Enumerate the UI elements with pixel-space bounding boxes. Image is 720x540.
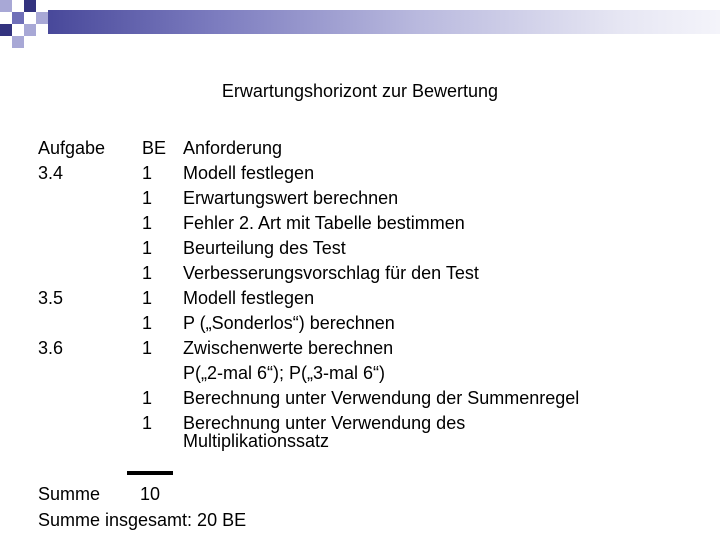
header-square bbox=[36, 24, 48, 36]
task-cell: 3.4 bbox=[38, 163, 64, 183]
be-cell: 1 bbox=[142, 413, 153, 433]
header-square bbox=[24, 12, 36, 24]
header-square bbox=[12, 0, 24, 12]
column-header-task: Aufgabe bbox=[38, 138, 106, 158]
sum-row bbox=[38, 484, 161, 505]
header-square bbox=[0, 0, 12, 12]
sum-label: Summe bbox=[38, 484, 101, 504]
task-cell: 3.6 bbox=[38, 338, 64, 358]
requirement-cell: P(„2-mal 6“); P(„3-mal 6“) bbox=[183, 363, 386, 383]
header-gradient-bar bbox=[48, 10, 720, 34]
requirement-cell: Zwischenwerte berechnen bbox=[183, 338, 394, 358]
page-title bbox=[0, 80, 720, 102]
total-row bbox=[38, 510, 246, 531]
be-cell: 1 bbox=[142, 213, 153, 233]
header-square bbox=[24, 0, 36, 12]
header-square bbox=[12, 12, 24, 24]
header-square bbox=[0, 36, 12, 48]
header-square bbox=[0, 24, 12, 36]
be-cell: 1 bbox=[142, 263, 153, 283]
sum-divider bbox=[127, 471, 173, 475]
header-square bbox=[36, 12, 48, 24]
header-square bbox=[12, 36, 24, 48]
requirement-cell: P („Sonderlos“) berechnen bbox=[183, 313, 395, 333]
column-header-be: BE bbox=[142, 138, 167, 158]
be-cell: 1 bbox=[142, 288, 153, 308]
sum-value: 10 bbox=[140, 484, 161, 504]
page-title-text: Erwartungshorizont zur Bewertung bbox=[221, 81, 499, 101]
header-square bbox=[24, 36, 36, 48]
sum-total: Summe insgesamt: 20 BE bbox=[38, 510, 247, 530]
be-cell: 1 bbox=[142, 238, 153, 258]
header-square bbox=[0, 12, 12, 24]
requirement-cell: Erwartungswert berechnen bbox=[183, 188, 399, 208]
header-square bbox=[12, 24, 24, 36]
requirement-cell: Modell festlegen bbox=[183, 288, 315, 308]
requirement-cell: Multiplikationssatz bbox=[183, 431, 330, 451]
header-square bbox=[36, 36, 48, 48]
requirement-cell: Modell festlegen bbox=[183, 163, 315, 183]
requirement-cell: Beurteilung des Test bbox=[183, 238, 346, 258]
requirement-cell: Verbesserungsvorschlag für den Test bbox=[183, 263, 479, 283]
be-cell: 1 bbox=[142, 388, 153, 408]
be-cell: 1 bbox=[142, 163, 153, 183]
requirement-cell: Fehler 2. Art mit Tabelle bestimmen bbox=[183, 213, 465, 233]
column-header-requirement: Anforderung bbox=[183, 138, 283, 158]
task-cell: 3.5 bbox=[38, 288, 64, 308]
be-cell: 1 bbox=[142, 188, 153, 208]
be-cell: 1 bbox=[142, 338, 153, 358]
requirement-cell: Berechnung unter Verwendung der Summenregel bbox=[183, 388, 580, 408]
be-cell: 1 bbox=[142, 313, 153, 333]
header-square bbox=[36, 0, 48, 12]
requirement-cell: Berechnung unter Verwendung des bbox=[183, 413, 466, 433]
header-square bbox=[24, 24, 36, 36]
